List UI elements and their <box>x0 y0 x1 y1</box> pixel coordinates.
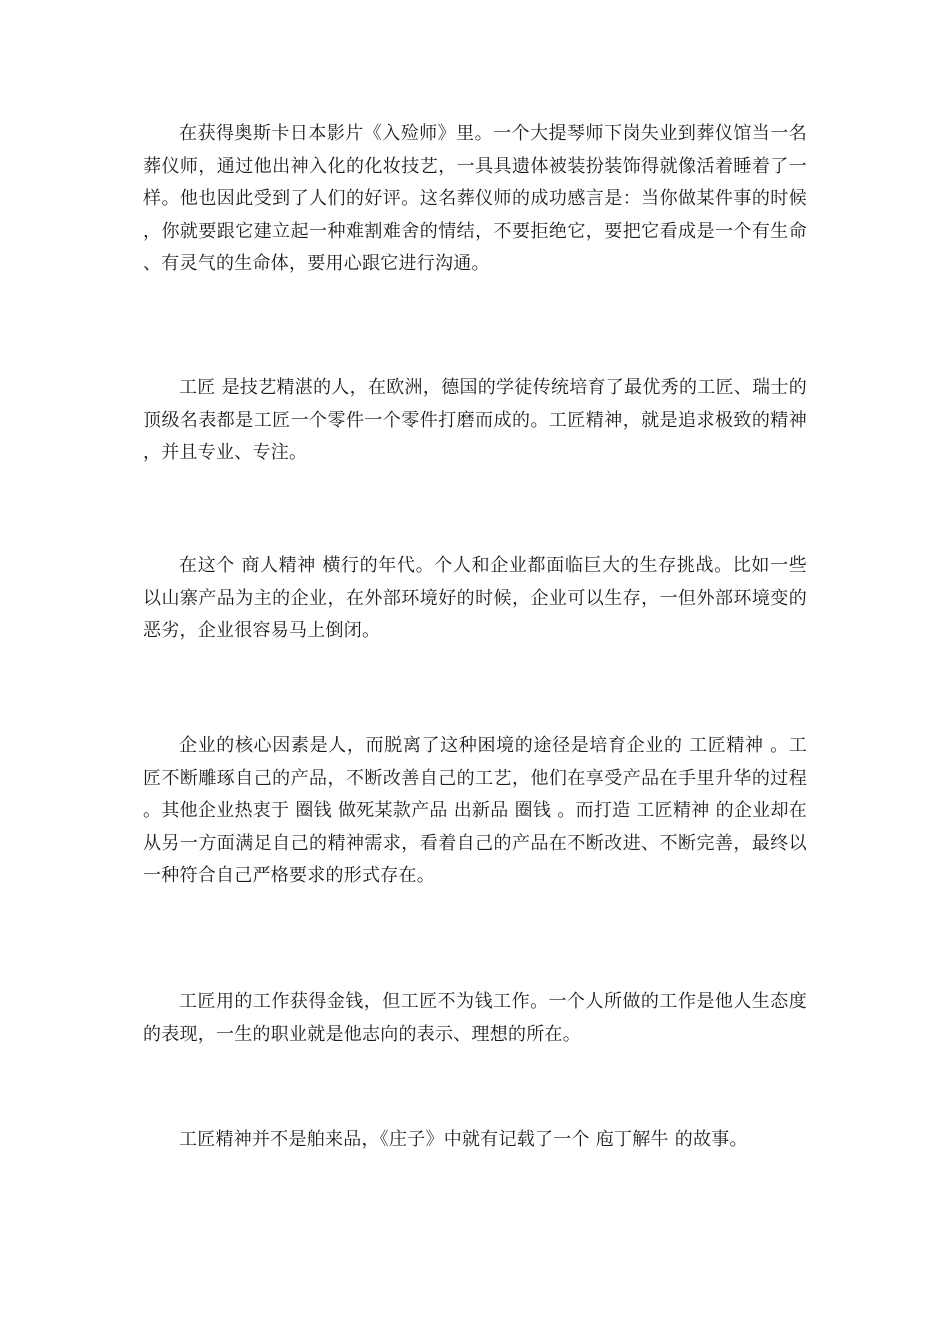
paragraph-craftsman-definition: 工匠 是技艺精湛的人，在欧洲，德国的学徒传统培育了最优秀的工匠、瑞士的顶级名表都是工匠一个零件一个零件打磨而成的。工匠精神，就是追求极致的精神，并且专业、专注。 <box>143 377 807 464</box>
paragraph-merchant-spirit: 在这个 商人精神 横行的年代。个人和企业都面临巨大的生存挑战。比如一些以山寨产品为主的企业，在外部环境好的时候，企业可以生存，一但外部环境变的恶劣，企业很容易马上倒闭。 <box>143 555 807 642</box>
paragraph-work-and-money: 工匠用的工作获得金钱，但工匠不为钱工作。一个人所做的工作是他人生态度的表现，一生的职业就是他志向的表示、理想的所在。 <box>143 991 807 1045</box>
paragraph-zhuangzi: 工匠精神并不是舶来品，《庄子》中就有记载了一个 庖丁解牛 的故事。 <box>179 1129 748 1150</box>
paragraph-departures: 在获得奥斯卡日本影片《入殓师》里。一个大提琴师下岗失业到葬仪馆当一名葬仪师，通过他出神入化的化妆技艺，一具具遗体被装扮装饰得就像活着睡着了一样。他也因此受到了人们的好评。这名葬仪师的成功感言是：当你做某件事的时候，你就要跟它建立起一种难割难舍的情结，不要拒绝它，要把它看成是一个有生命、有灵气的生命体，要用心跟它进行沟通。 <box>143 123 807 275</box>
paragraph-enterprise-core: 企业的核心因素是人，而脱离了这种困境的途径是培育企业的 工匠精神 。工匠不断雕琢自己的产品，不断改善自己的工艺，他们在享受产品在手里升华的过程。其他企业热衷于 圈钱 做死某款产品 出新品 圈钱 。而打造 工匠精神 的企业却在从另一方面满足自己的精神需求，看着自己的产品在不断改进、不断完善，最终以一种符合自己严格要求的形式存在。 <box>143 735 807 887</box>
